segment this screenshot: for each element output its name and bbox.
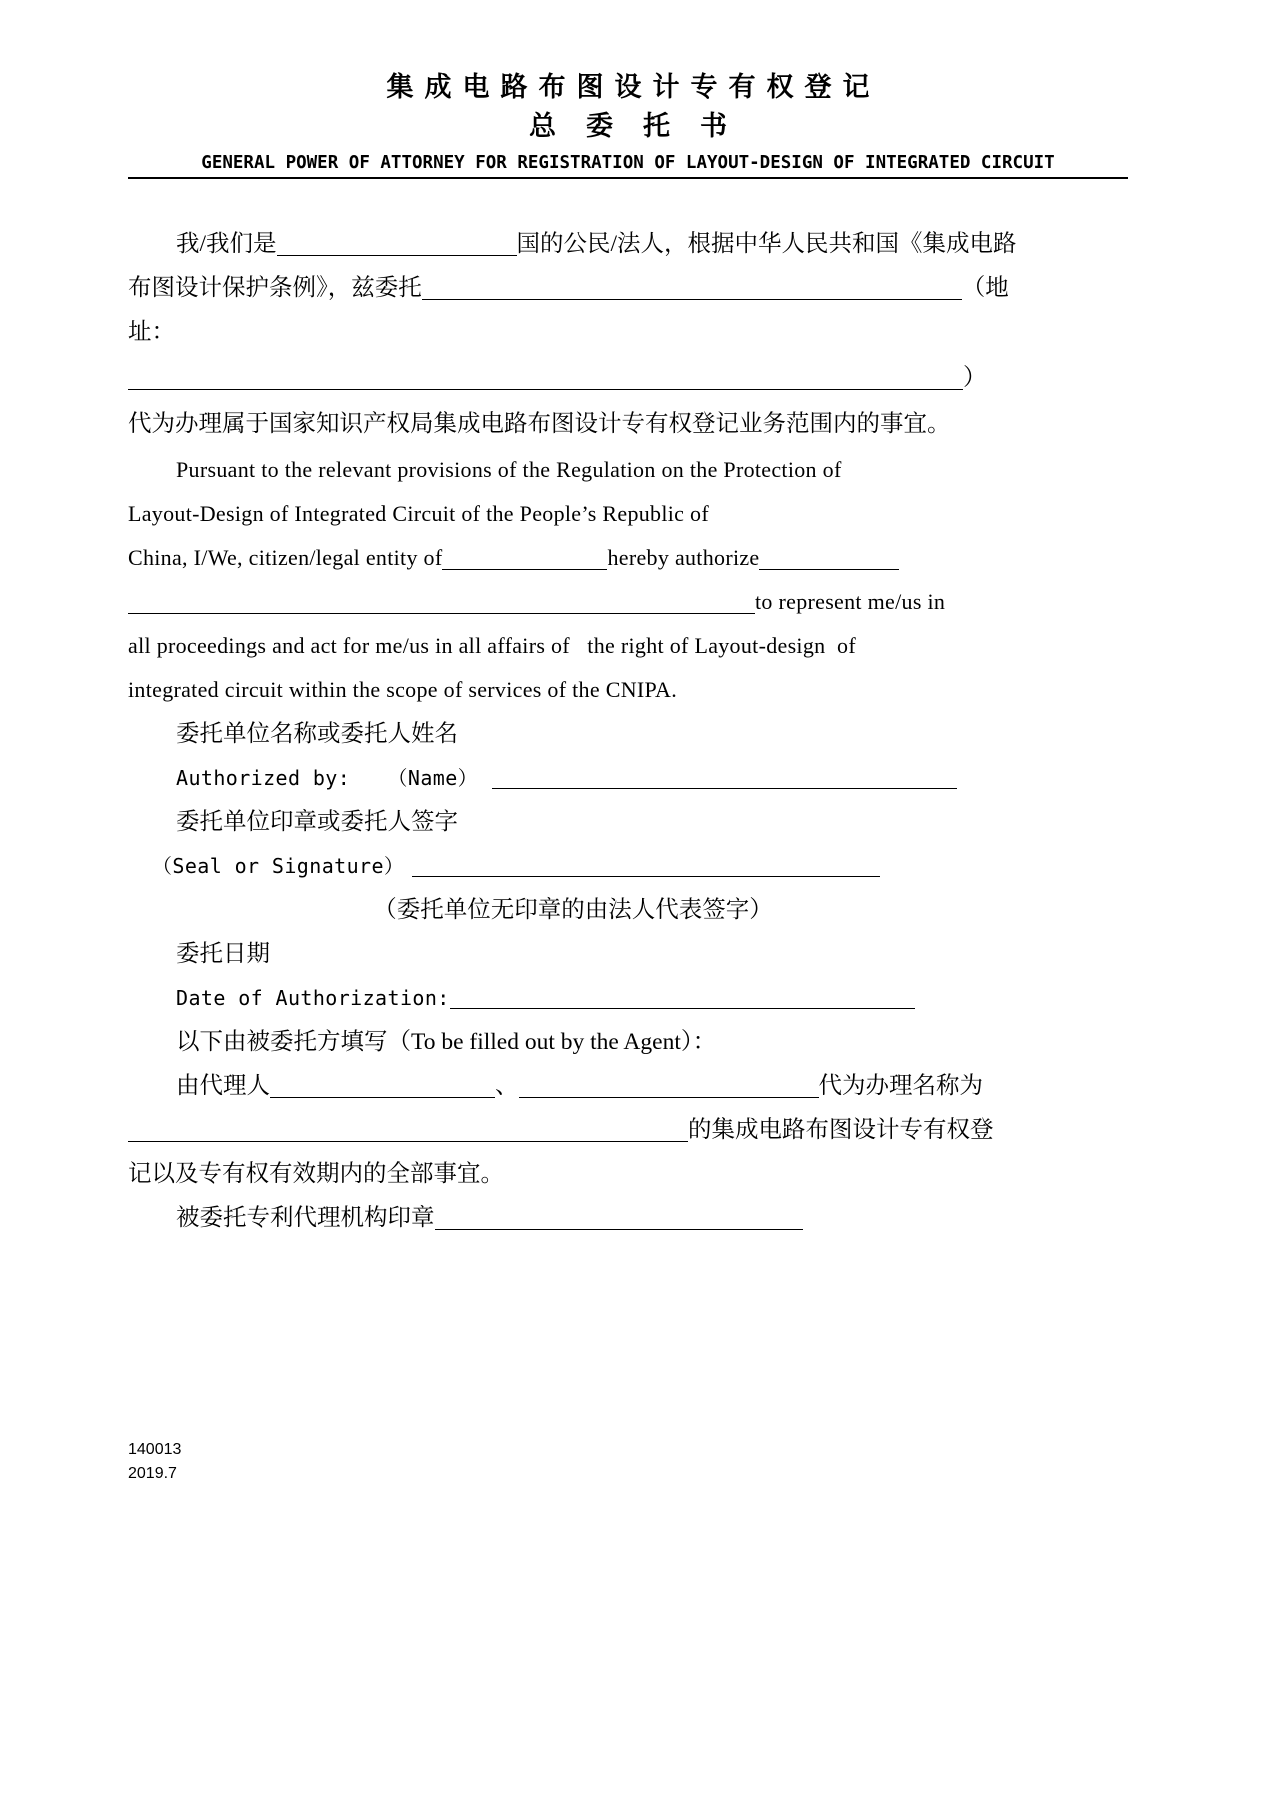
fill-blank-authorized-name[interactable] (492, 767, 957, 789)
page-title-english: GENERAL POWER OF ATTORNEY FOR REGISTRATION OF LAYOUT-DESIGN OF INTEGRATED CIRCUIT (201, 153, 1055, 173)
label-date-chinese (128, 932, 1018, 976)
cn-text-segment: 以下由被委托方填写（To be filled out by the Agent）： (176, 1029, 717, 1055)
cn-text-segment: 我/我们是 (176, 231, 277, 257)
note-seal-signature (128, 888, 1018, 932)
form-code: 140013 (128, 1441, 182, 1458)
footer (128, 1438, 181, 1486)
fill-blank-agent-1[interactable] (270, 1072, 495, 1098)
fill-blank-layout-name[interactable] (128, 1116, 688, 1142)
cn-text-segment: 由代理人 (176, 1073, 270, 1099)
en-text-segment: Pursuant to the relevant provisions of the Regulation on the Protection of (176, 457, 842, 482)
fill-blank-address[interactable] (128, 364, 963, 390)
en-paragraph-line-3 (128, 536, 1018, 580)
form-version: 2019.7 (128, 1465, 177, 1482)
fill-blank-agent-2[interactable] (519, 1072, 819, 1098)
fill-blank-authorize[interactable] (759, 546, 899, 570)
cn-text-segment: 委托单位名称或委托人姓名 (176, 721, 458, 747)
cn-text-segment: （地 (961, 275, 1009, 301)
agent-line-1 (128, 1064, 1018, 1108)
cn-text-segment: 委托单位印章或委托人签字 (176, 809, 458, 835)
page-title-chinese-line1: 集成电路布图设计专有权登记 (386, 72, 881, 103)
fill-blank-seal-signature[interactable] (412, 855, 880, 877)
field-agency-seal (128, 1196, 1018, 1240)
en-text-segment: hereby authorize (607, 545, 760, 570)
en-text-segment: Layout-Design of Integrated Circuit of the People’s Republic of (128, 501, 709, 526)
field-authorized-by (128, 756, 1018, 800)
cn-paragraph-line-4 (128, 354, 1018, 402)
title-block (128, 70, 1128, 179)
en-paragraph-line-5 (128, 624, 1018, 668)
cn-paragraph-line-3 (128, 310, 1018, 354)
fill-blank-nationality[interactable] (277, 230, 517, 256)
en-paragraph-line-1 (128, 448, 1018, 492)
en-text-segment: Authorized by: （Name） (176, 766, 479, 790)
fill-blank-representative[interactable] (128, 590, 755, 614)
label-authorized-by-chinese (128, 712, 1018, 756)
field-seal-signature (128, 844, 1018, 888)
label-agent-section (128, 1020, 1018, 1064)
en-text-segment: China, I/We, citizen/legal entity of (128, 545, 443, 570)
en-text-segment: Date of Authorization: (176, 986, 450, 1010)
cn-text-segment: ） (963, 365, 987, 391)
cn-text-segment: 国的公民/法人，根据中华人民共和国《集成电路 (516, 231, 1017, 257)
title-divider (128, 177, 1128, 179)
fill-blank-date[interactable] (450, 987, 915, 1009)
cn-text-segment: 、 (495, 1073, 519, 1099)
cn-text-segment: （委托单位无印章的由法人代表签字） (373, 897, 773, 923)
en-text-segment: integrated circuit within the scope of services of the CNIPA. (128, 677, 678, 702)
fill-blank-citizen-of[interactable] (442, 546, 607, 570)
fill-blank-agency-seal[interactable] (435, 1204, 803, 1230)
cn-paragraph-line-2 (128, 266, 1018, 310)
fill-blank-agent-name[interactable] (422, 274, 962, 300)
en-paragraph-line-2 (128, 492, 1018, 536)
cn-text-segment: 代为办理属于国家知识产权局集成电路布图设计专有权登记业务范围内的事宜。 (128, 411, 951, 437)
cn-text-segment: 委托日期 (176, 941, 270, 967)
cn-paragraph-line-1 (128, 222, 1018, 266)
cn-text-segment: 记以及专有权有效期内的全部事宜。 (128, 1161, 504, 1187)
document-body (128, 222, 1018, 1240)
field-date-authorization (128, 976, 1018, 1020)
cn-text-segment: 址： (128, 319, 175, 345)
label-seal-signature-chinese (128, 800, 1018, 844)
cn-text-segment: 的集成电路布图设计专有权登 (688, 1117, 994, 1143)
en-paragraph-line-6 (128, 668, 1018, 712)
cn-paragraph-line-5 (128, 402, 1018, 446)
en-text-segment: all proceedings and act for me/us in all affairs of the right of Layout-design of (128, 633, 856, 658)
cn-text-segment: 代为办理名称为 (818, 1073, 983, 1099)
page-title-chinese-line2: 总委托书 (529, 111, 757, 142)
en-paragraph-line-4 (128, 580, 1018, 624)
agent-line-3 (128, 1152, 1018, 1196)
cn-text-segment: 被委托专利代理机构印章 (176, 1205, 435, 1231)
en-text-segment: to represent me/us in (755, 589, 946, 614)
cn-text-segment: 布图设计保护条例》，兹委托 (128, 275, 422, 301)
en-text-segment: （Seal or Signature） (152, 854, 405, 878)
agent-line-2 (128, 1108, 1018, 1152)
